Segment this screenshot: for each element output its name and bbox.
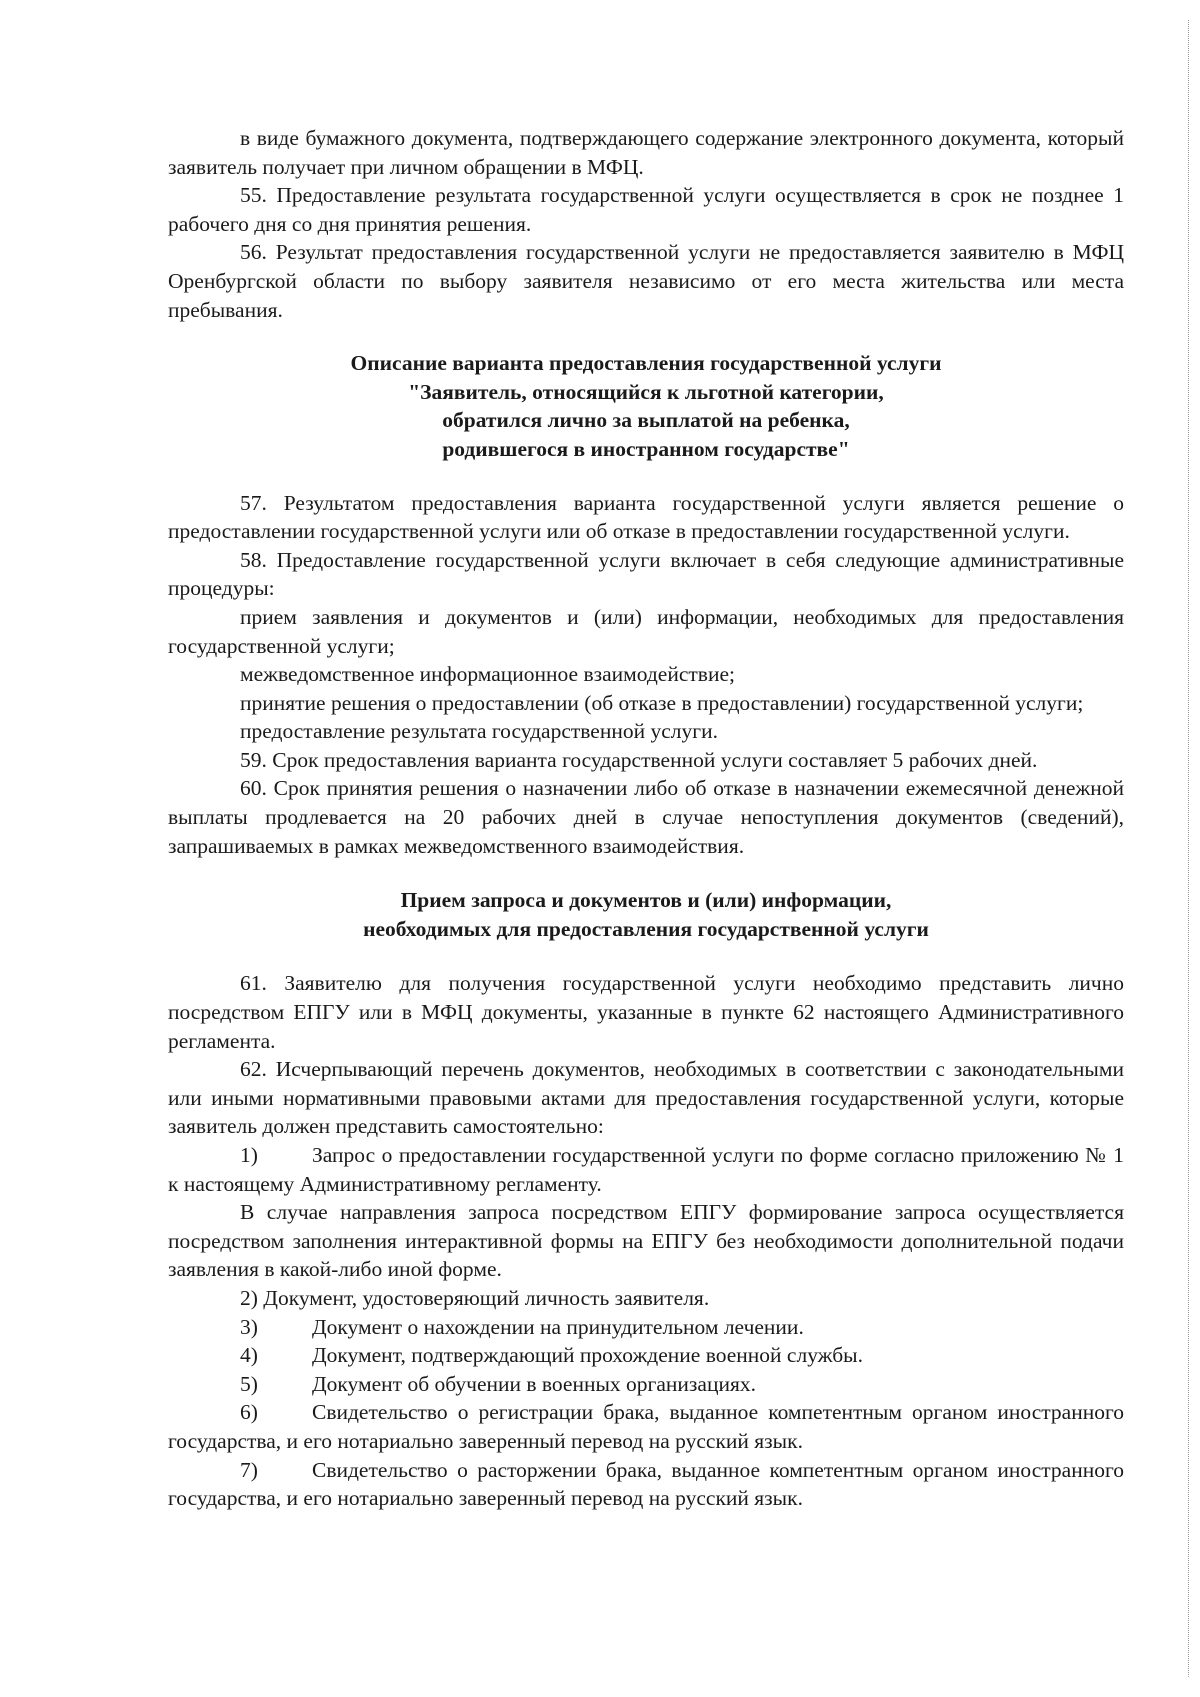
document-list-item-5 [168, 1370, 1124, 1399]
section-heading-variant-description [168, 349, 1124, 463]
list-item-text: Документ о нахождении на принудительном лечении. [312, 1314, 804, 1339]
document-list-item-1 [168, 1141, 1124, 1198]
heading-line: обратился лично за выплатой на ребенка, [442, 408, 850, 433]
list-item-number: 3) [240, 1314, 258, 1339]
list-item-text: Свидетельство о расторжении брака, выданное компетентным органом иностранного государства, и его нотариально заверенный перевод на русский язык. [168, 1457, 1124, 1511]
document-list-item-2: 2) Документ, удостоверяющий личность заявителя. [240, 1285, 710, 1310]
paragraph-56: 56. Результат предоставления государственной услуги не предоставляется заявителю в МФЦ Оренбургской области по выбору заявителя независимо от его места жительства или места пребывания. [168, 240, 1124, 322]
list-item-number: 4) [240, 1343, 258, 1368]
list-item-text: Запрос о предоставлении государственной услуги по форме согласно приложению № 1 к настоящему Административному регламенту. [168, 1143, 1124, 1196]
paragraph-61: 61. Заявителю для получения государственной услуги необходимо представить лично посредством ЕПГУ или в МФЦ документы, указанные в пункте 62 настоящего Административного регламента. [168, 971, 1124, 1053]
list-item-number: 7) [240, 1457, 258, 1482]
epgu-request-note: В случае направления запроса посредством ЕПГУ формирование запроса осуществляется посредством заполнения интерактивной формы на ЕПГУ без необходимости дополнительной подачи заявления в какой-либо иной форме. [168, 1200, 1124, 1282]
list-item-text: Документ, подтверждающий прохождение военной службы. [312, 1343, 863, 1368]
list-item-number: 6) [240, 1400, 258, 1425]
paragraph-60: 60. Срок принятия решения о назначении либо об отказе в назначении ежемесячной денежной выплаты продлевается на 20 рабочих дней в случае непоступления документов (сведений), запрашиваемых в рамках межведомственного взаимодействия. [168, 776, 1124, 858]
heading-line: "Заявитель, относящийся к льготной категории, [408, 379, 884, 404]
document-content [168, 124, 1124, 1513]
heading-line: Описание варианта предоставления государственной услуги [350, 351, 942, 376]
document-list-item-7 [168, 1456, 1124, 1513]
list-item-text: Свидетельство о регистрации брака, выданное компетентным органом иностранного государства, и его нотариально заверенный перевод на русский язык. [168, 1400, 1124, 1453]
heading-line: Прием запроса и документов и (или) информации, [400, 888, 892, 913]
procedure-item: принятие решения о предоставлении (об отказе в предоставлении) государственной услуги; [240, 690, 1084, 715]
paragraph-55: 55. Предоставление результата государственной услуги осуществляется в срок не позднее 1 рабочего дня со дня принятия решения. [168, 183, 1124, 236]
list-item-number: 5) [240, 1371, 258, 1396]
paragraph-58: 58. Предоставление государственной услуги включает в себя следующие административные процедуры: [168, 547, 1124, 601]
procedure-item: межведомственное информационное взаимодействие; [240, 662, 735, 687]
heading-line: родившегося в иностранном государстве" [442, 436, 850, 461]
paragraph-57: 57. Результатом предоставления варианта государственной услуги является решение о предоставлении государственной услуги или об отказе в предоставлении государственной услуги. [168, 490, 1124, 544]
heading-line: необходимых для предоставления государственной услуги [363, 916, 929, 941]
document-list-item-3 [168, 1313, 1124, 1342]
page-edge-dotted-line [1188, 20, 1189, 1677]
document-list-item-6 [168, 1398, 1124, 1455]
procedure-item: прием заявления и документов и (или) информации, необходимых для предоставления государственной услуги; [168, 604, 1124, 658]
paragraph-59: 59. Срок предоставления варианта государственной услуги составляет 5 рабочих дней. [240, 747, 1038, 772]
document-list-item-4 [168, 1341, 1124, 1370]
paragraph-62: 62. Исчерпывающий перечень документов, необходимых в соответствии с законодательными или иными нормативными правовыми актами для предоставления государственной услуги, которые заявитель должен представить самостоятельно: [168, 1057, 1124, 1139]
section-heading-request-acceptance [168, 886, 1124, 943]
intro-paragraph: в виде бумажного документа, подтверждающего содержание электронного документа, который заявитель получает при личном обращении в МФЦ. [168, 126, 1124, 179]
list-item-text: Документ об обучении в военных организациях. [312, 1371, 756, 1396]
procedure-item: предоставление результата государственной услуги. [240, 719, 718, 744]
list-item-number: 1) [240, 1143, 258, 1167]
